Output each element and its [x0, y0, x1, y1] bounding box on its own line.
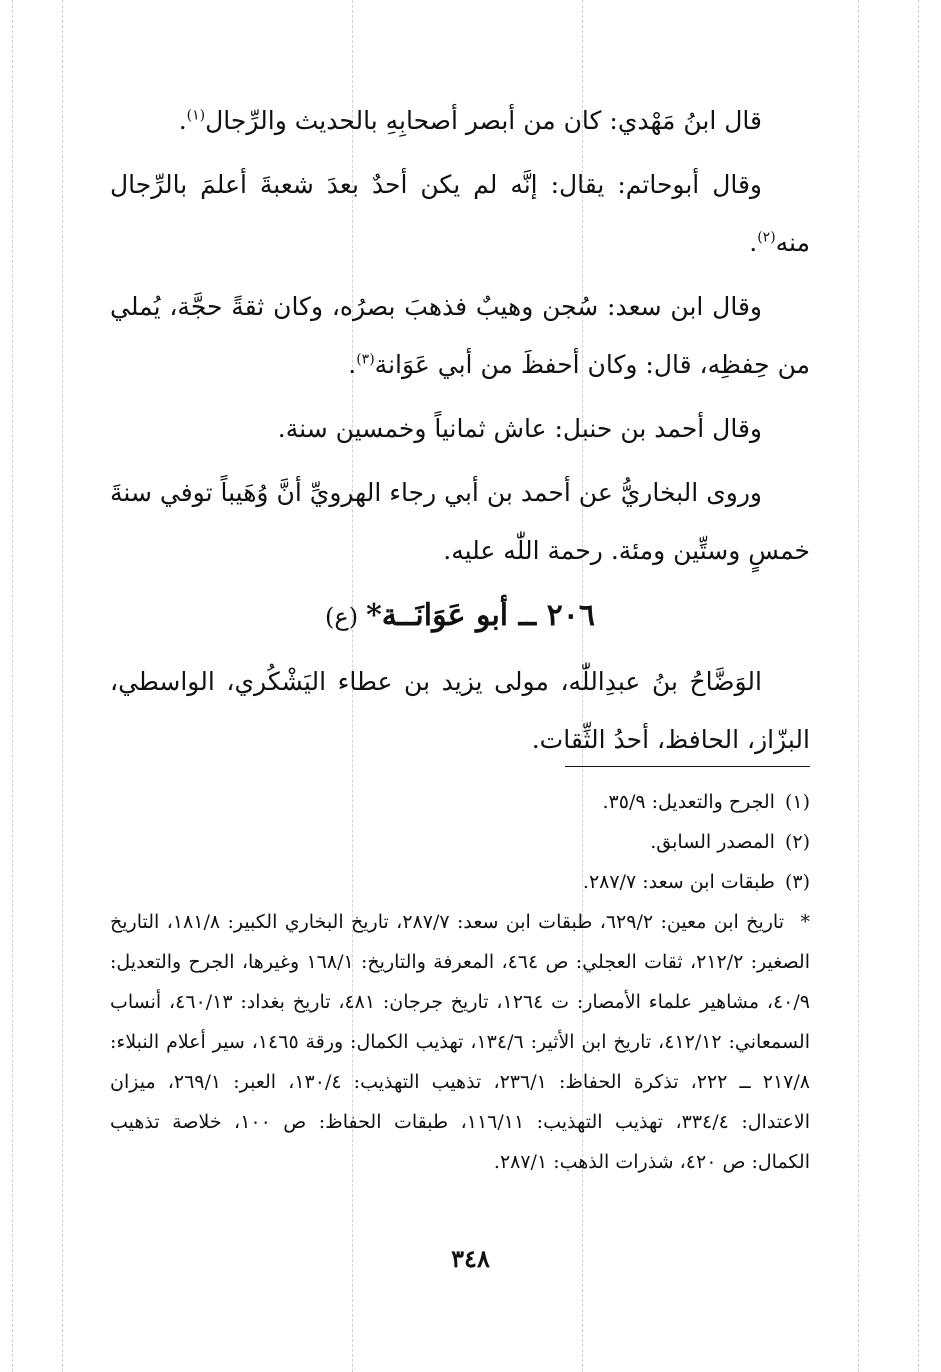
paragraph-abu-hatim: وقال أبوحاتم: يقال: إنَّه لم يكن أحدٌ بعدَ شعبةَ أعلمَ بالرِّجال منه$^{(٢)}$. — [110, 170, 810, 257]
paragraph-entry-intro: الوَضَّاحُ بنُ عبدِاللّٰه، مولى يزيد بن عطاء اليَشْكُري، الواسطي، البزّاز، الحافظ، أحدُ الثِّقات. — [110, 667, 810, 754]
entry-code: (ع) — [325, 603, 359, 631]
footnote-item: (٣)طبقات ابن سعد: ٢٨٧/٧. — [582, 871, 810, 893]
scan-guide-line — [858, 0, 859, 1372]
footnote-ref: (٣) — [356, 351, 375, 368]
footnote-divider — [565, 766, 810, 767]
footnote-ref: (١) — [186, 107, 206, 124]
paragraph-bukhari: وروى البخاريُّ عن أحمد بن أبي رجاء الهرويِّ أنَّ وُهَيباً توفي سنةَ خمسٍ وستِّين ومئة. رحمة اللّٰه عليه. — [110, 478, 810, 565]
sources-note: *تاريخ ابن معين: ٦٢٩/٢، طبقات ابن سعد: ٢٨٧/٧، تاريخ البخاري الكبير: ١٨١/٨، التاريخ الصغير: ٢١٢/٢، ثقات العجلي: ص ٤٦٤، المعرفة والتاريخ: ١٦٨/١ وغيرها، الجرح والتعديل: ٤٠/٩، مشاهير علماء الأمصار: ت ١٢٦٤، تاريخ جرجان: ٤٨١، تاريخ بغداد: ٤٦٠/١٣، أنساب السمعاني: ٤١٢/١٢، تاريخ ابن الأثير: ١٣٤/٦، تهذيب الكمال: ورقة ١٤٦٥، سير أعلام النبلاء: ٢١٧/٨ ــ ٢٢٢، تذكرة الحفاظ: ٢٣٦/١، تذهيب التهذيب: ١٣٠/٤، العبر: ٢٦٩/١، ميزان الاعتدال: ٣٣٤/٤، تهذيب التهذيب: ١١٦/١١، طبقات الحفاظ: ص ١٠٠، خلاصة تذهيب الكمال: ص ٤٢٠، شذرات الذهب: ٢٨٧/١. — [110, 902, 810, 1182]
paragraph-ahmad: وقال أحمد بن حنبل: عاش ثمانياً وخمسين سنة. — [277, 414, 762, 443]
footnote-item: (١)الجرح والتعديل: ٣٥/٩. — [602, 791, 810, 813]
footnote-ref: (٢) — [757, 229, 776, 246]
entry-heading — [110, 586, 810, 647]
paragraph-ibn-mahdi: قال ابنُ مَهْدي: كان من أبصر أصحابِهِ بالحديث والرِّجال$^{(١)}$. — [178, 106, 762, 135]
scan-guide-line — [62, 0, 63, 1372]
entry-title: ٢٠٦ ــ أبو عَوَانَــة* — [366, 598, 595, 633]
page-number: ٣٤٨ — [451, 1244, 490, 1273]
asterisk-marker: * — [800, 911, 810, 933]
footnotes — [110, 782, 810, 1182]
footnote-item: (٢)المصدر السابق. — [650, 831, 810, 853]
paragraph-ibn-saad: وقال ابن سعد: سُجن وهيبٌ فذهبَ بصرُه، وكان ثقةً حجَّة، يُملي من حِفظِه، قال: وكان أحفظَ من أبي عَوَانة$^{(٣)}$. — [110, 292, 810, 379]
scan-guide-line — [12, 0, 13, 1372]
scan-guide-line — [918, 0, 919, 1372]
main-text — [110, 92, 810, 775]
